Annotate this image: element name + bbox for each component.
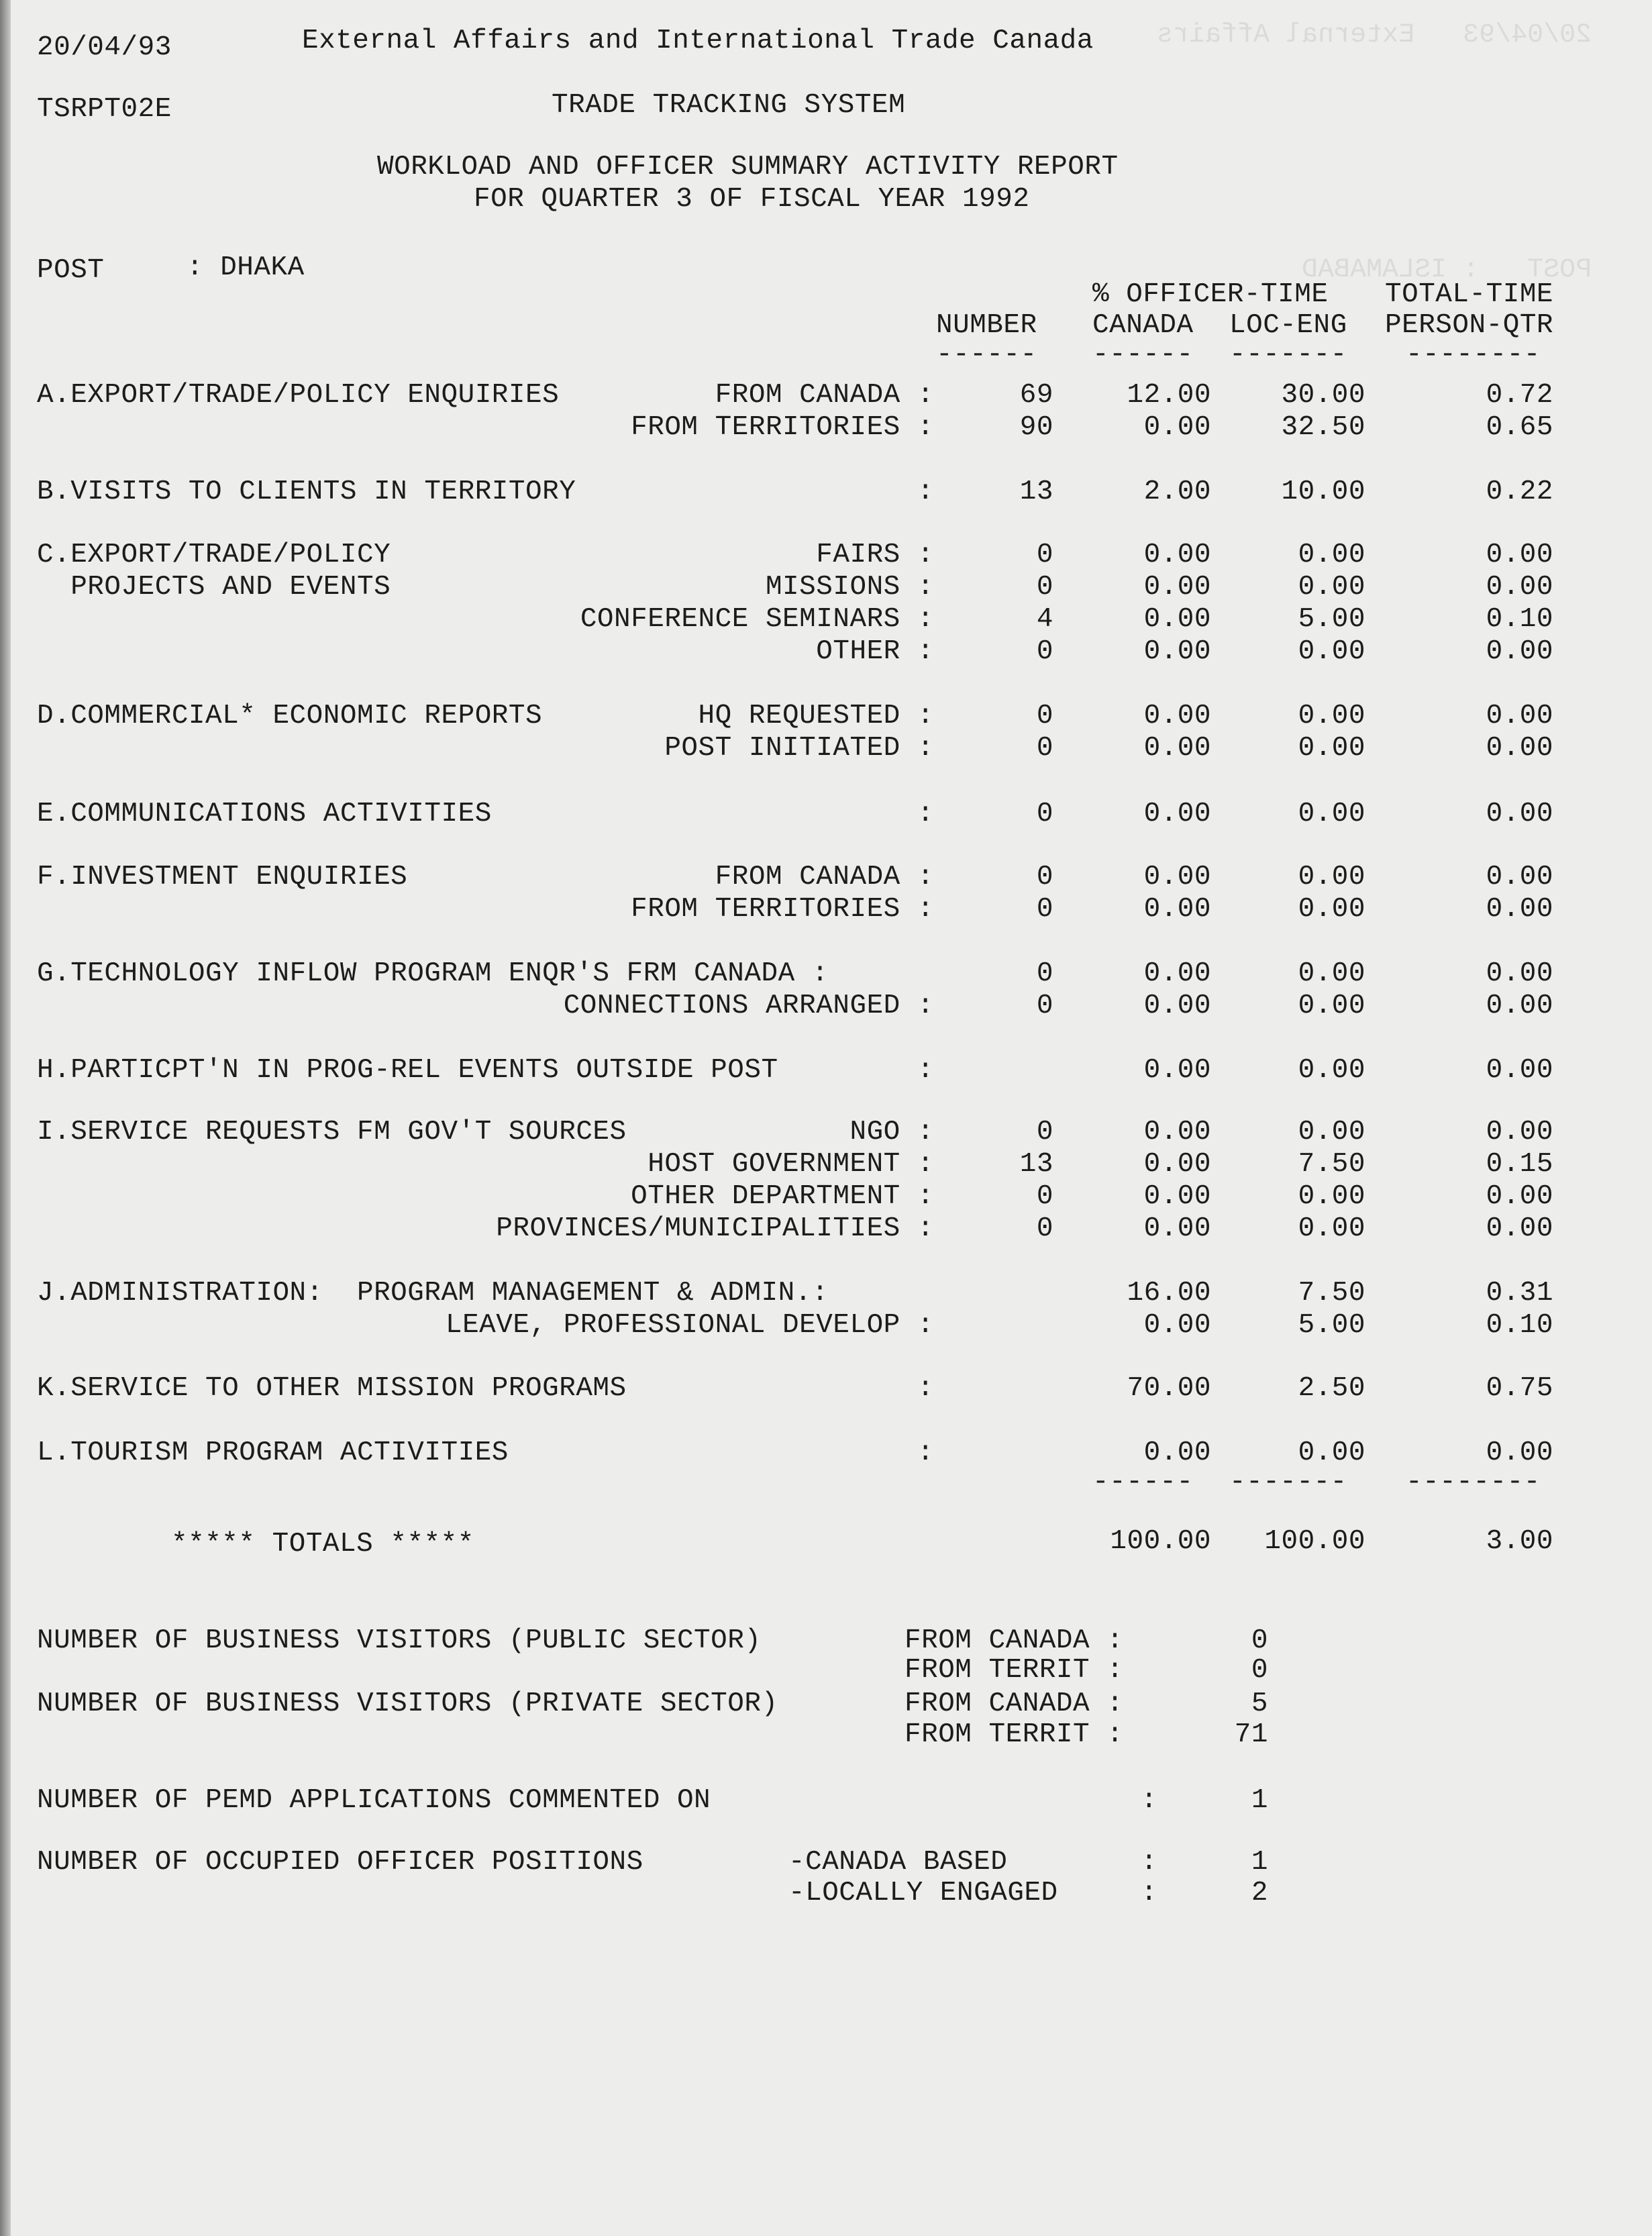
row-number: 13 xyxy=(1019,476,1053,507)
number-header: NUMBER xyxy=(936,310,1037,341)
row-sublabel: : xyxy=(917,1373,934,1404)
row-canada: 0.00 xyxy=(1143,1149,1211,1180)
locally-engaged-label: -LOCALLY ENGAGED xyxy=(788,1878,1058,1909)
positions-label: NUMBER OF OCCUPIED OFFICER POSITIONS xyxy=(37,1847,643,1878)
row-sublabel: FROM TERRITORIES : xyxy=(631,894,934,925)
row-number: 69 xyxy=(1019,380,1053,411)
row-sublabel: : xyxy=(917,476,934,507)
totals-canada: 100.00 xyxy=(1110,1526,1211,1557)
row-loceng: 7.50 xyxy=(1298,1278,1365,1309)
row-sublabel: OTHER DEPARTMENT : xyxy=(631,1181,934,1212)
row-number: 0 xyxy=(1036,540,1053,570)
private-from-canada-label: FROM CANADA : xyxy=(905,1688,1124,1719)
row-label: E.COMMUNICATIONS ACTIVITIES xyxy=(37,799,492,829)
row-loceng: 10.00 xyxy=(1281,476,1365,507)
row-label: PROJECTS AND EVENTS xyxy=(37,572,391,603)
row-total: 0.10 xyxy=(1486,1310,1553,1341)
row-loceng: 0.00 xyxy=(1298,701,1365,731)
row-sublabel: HOST GOVERNMENT : xyxy=(648,1149,934,1180)
row-canada: 0.00 xyxy=(1143,990,1211,1021)
row-canada: 0.00 xyxy=(1143,862,1211,893)
row-sublabel: LEAVE, PROFESSIONAL DEVELOP : xyxy=(445,1310,934,1341)
totals-total: 3.00 xyxy=(1486,1526,1553,1557)
row-number: 0 xyxy=(1036,701,1053,731)
row-canada: 0.00 xyxy=(1143,1437,1211,1468)
row-loceng: 30.00 xyxy=(1281,380,1365,411)
row-loceng: 2.50 xyxy=(1298,1373,1365,1404)
row-total: 0.00 xyxy=(1486,1181,1553,1212)
row-loceng: 0.00 xyxy=(1298,1437,1365,1468)
row-total: 0.00 xyxy=(1486,894,1553,925)
row-total: 0.31 xyxy=(1486,1278,1553,1309)
row-total: 0.00 xyxy=(1486,733,1553,764)
row-number: 0 xyxy=(1036,894,1053,925)
row-label: J.ADMINISTRATION: PROGRAM MANAGEMENT & ADMIN.: xyxy=(37,1278,829,1309)
row-total: 0.00 xyxy=(1486,1055,1553,1086)
public-visitors-label: NUMBER OF BUSINESS VISITORS (PUBLIC SECTOR) xyxy=(37,1625,762,1656)
row-total: 0.00 xyxy=(1486,540,1553,570)
row-loceng: 7.50 xyxy=(1298,1149,1365,1180)
row-total: 0.00 xyxy=(1486,701,1553,731)
row-loceng: 0.00 xyxy=(1298,733,1365,764)
row-label: B.VISITS TO CLIENTS IN TERRITORY xyxy=(37,476,576,507)
totals-loceng: 100.00 xyxy=(1264,1526,1365,1557)
public-from-canada-label: FROM CANADA : xyxy=(905,1625,1124,1656)
row-canada: 0.00 xyxy=(1143,894,1211,925)
row-loceng: 0.00 xyxy=(1298,1055,1365,1086)
row-number: 0 xyxy=(1036,636,1053,667)
person-qtr-header: PERSON-QTR xyxy=(1385,310,1554,341)
row-sublabel: POST INITIATED : xyxy=(664,733,934,764)
row-number: 4 xyxy=(1036,604,1053,635)
row-canada: 0.00 xyxy=(1143,1055,1211,1086)
row-total: 0.00 xyxy=(1486,636,1553,667)
private-from-territ-value: 71 xyxy=(1234,1719,1268,1750)
public-from-territ-label: FROM TERRIT : xyxy=(905,1655,1124,1686)
row-sublabel: MISSIONS : xyxy=(765,572,934,603)
row-label: L.TOURISM PROGRAM ACTIVITIES xyxy=(37,1437,509,1468)
pemd-value: 1 xyxy=(1251,1785,1268,1816)
row-canada: 0.00 xyxy=(1143,572,1211,603)
report-title-line2: FOR QUARTER 3 OF FISCAL YEAR 1992 xyxy=(474,184,1030,215)
row-loceng: 0.00 xyxy=(1298,894,1365,925)
row-label: C.EXPORT/TRADE/POLICY xyxy=(37,540,391,570)
row-number: 0 xyxy=(1036,1117,1053,1148)
row-loceng: 0.00 xyxy=(1298,540,1365,570)
row-total: 0.00 xyxy=(1486,799,1553,829)
row-canada: 16.00 xyxy=(1127,1278,1211,1309)
row-label: D.COMMERCIAL* ECONOMIC REPORTS xyxy=(37,701,543,731)
row-sublabel: FROM TERRITORIES : xyxy=(631,412,934,443)
total-rule: -------- xyxy=(1406,340,1541,370)
report-code: TSRPT02E xyxy=(37,94,172,125)
row-total: 0.00 xyxy=(1486,862,1553,893)
totals-label: ***** TOTALS ***** xyxy=(171,1529,474,1560)
row-label: I.SERVICE REQUESTS FM GOV'T SOURCES xyxy=(37,1117,627,1148)
page-edge-shadow xyxy=(0,0,11,2236)
row-total: 0.15 xyxy=(1486,1149,1553,1180)
department-name: External Affairs and International Trade Canada xyxy=(302,26,1094,56)
pemd-label: NUMBER OF PEMD APPLICATIONS COMMENTED ON xyxy=(37,1785,711,1816)
post-label: POST xyxy=(37,255,105,286)
row-number: 0 xyxy=(1036,990,1053,1021)
public-from-territ-value: 0 xyxy=(1251,1655,1268,1686)
row-sublabel: NGO : xyxy=(849,1117,934,1148)
canada-based-label: -CANADA BASED xyxy=(788,1847,1008,1878)
row-canada: 0.00 xyxy=(1143,1181,1211,1212)
row-loceng: 0.00 xyxy=(1298,958,1365,989)
row-canada: 0.00 xyxy=(1143,958,1211,989)
row-sublabel: : xyxy=(917,799,934,829)
pemd-colon: : xyxy=(1141,1785,1158,1816)
row-loceng: 0.00 xyxy=(1298,1213,1365,1244)
row-sublabel: CONNECTIONS ARRANGED : xyxy=(563,990,934,1021)
row-total: 0.75 xyxy=(1486,1373,1553,1404)
row-loceng: 5.00 xyxy=(1298,1310,1365,1341)
locally-engaged-value: 2 xyxy=(1251,1878,1268,1909)
row-label: K.SERVICE TO OTHER MISSION PROGRAMS xyxy=(37,1373,627,1404)
row-total: 0.22 xyxy=(1486,476,1553,507)
row-label: H.PARTICPT'N IN PROG-REL EVENTS OUTSIDE POST xyxy=(37,1055,778,1086)
canada-header: CANADA xyxy=(1092,310,1194,341)
totals-rule-canada: ------ xyxy=(1092,1467,1194,1498)
row-number: 0 xyxy=(1036,733,1053,764)
loceng-rule: ------- xyxy=(1229,340,1347,370)
row-label: A.EXPORT/TRADE/POLICY ENQUIRIES xyxy=(37,380,560,411)
row-number: 0 xyxy=(1036,1213,1053,1244)
canada-rule: ------ xyxy=(1092,340,1194,370)
row-canada: 0.00 xyxy=(1143,799,1211,829)
row-sublabel: FROM CANADA : xyxy=(715,862,934,893)
row-loceng: 0.00 xyxy=(1298,862,1365,893)
private-from-territ-label: FROM TERRIT : xyxy=(905,1719,1124,1750)
row-loceng: 32.50 xyxy=(1281,412,1365,443)
row-number: 0 xyxy=(1036,572,1053,603)
row-canada: 0.00 xyxy=(1143,604,1211,635)
canada-based-colon: : xyxy=(1141,1847,1158,1878)
totals-rule-total: -------- xyxy=(1406,1467,1541,1498)
private-visitors-label: NUMBER OF BUSINESS VISITORS (PRIVATE SECTOR) xyxy=(37,1688,778,1719)
row-number: 13 xyxy=(1019,1149,1053,1180)
row-total: 0.10 xyxy=(1486,604,1553,635)
row-canada: 0.00 xyxy=(1143,733,1211,764)
row-canada: 0.00 xyxy=(1143,1213,1211,1244)
row-sublabel: HQ REQUESTED : xyxy=(698,701,934,731)
report-date: 20/04/93 xyxy=(37,32,172,63)
row-canada: 2.00 xyxy=(1143,476,1211,507)
row-total: 0.00 xyxy=(1486,1117,1553,1148)
row-canada: 12.00 xyxy=(1127,380,1211,411)
row-canada: 0.00 xyxy=(1143,636,1211,667)
row-loceng: 0.00 xyxy=(1298,1181,1365,1212)
row-loceng: 0.00 xyxy=(1298,1117,1365,1148)
row-canada: 70.00 xyxy=(1127,1373,1211,1404)
locally-engaged-colon: : xyxy=(1141,1878,1158,1909)
row-total: 0.00 xyxy=(1486,1213,1553,1244)
public-from-canada-value: 0 xyxy=(1251,1625,1268,1656)
row-loceng: 0.00 xyxy=(1298,572,1365,603)
row-label: G.TECHNOLOGY INFLOW PROGRAM ENQR'S FRM CANADA : xyxy=(37,958,829,989)
row-total: 0.00 xyxy=(1486,958,1553,989)
row-sublabel: FROM CANADA : xyxy=(715,380,934,411)
number-rule: ------ xyxy=(936,340,1037,370)
report-title-line1: WORKLOAD AND OFFICER SUMMARY ACTIVITY REPORT xyxy=(377,152,1119,183)
bleed-through-texture: 20/04/93 External Affairs xyxy=(1156,20,1592,50)
row-canada: 0.00 xyxy=(1143,1310,1211,1341)
row-number: 0 xyxy=(1036,862,1053,893)
row-total: 0.00 xyxy=(1486,572,1553,603)
row-sublabel: FAIRS : xyxy=(816,540,934,570)
row-total: 0.00 xyxy=(1486,990,1553,1021)
row-loceng: 0.00 xyxy=(1298,799,1365,829)
row-canada: 0.00 xyxy=(1143,701,1211,731)
total-time-header: TOTAL-TIME xyxy=(1385,279,1554,310)
row-sublabel: : xyxy=(917,1055,934,1086)
row-canada: 0.00 xyxy=(1143,412,1211,443)
row-canada: 0.00 xyxy=(1143,540,1211,570)
row-total: 0.72 xyxy=(1486,380,1553,411)
row-loceng: 0.00 xyxy=(1298,636,1365,667)
row-loceng: 5.00 xyxy=(1298,604,1365,635)
post-value: : DHAKA xyxy=(187,252,305,283)
row-number: 0 xyxy=(1036,799,1053,829)
canada-based-value: 1 xyxy=(1251,1847,1268,1878)
row-sublabel: CONFERENCE SEMINARS : xyxy=(580,604,934,635)
row-total: 0.00 xyxy=(1486,1437,1553,1468)
system-name: TRADE TRACKING SYSTEM xyxy=(552,90,906,121)
pct-officer-time-header: % OFFICER-TIME xyxy=(1092,279,1329,310)
private-from-canada-value: 5 xyxy=(1251,1688,1268,1719)
row-sublabel: : xyxy=(917,1437,934,1468)
row-label: F.INVESTMENT ENQUIRIES xyxy=(37,862,408,893)
loceng-header: LOC-ENG xyxy=(1229,310,1347,341)
row-sublabel: PROVINCES/MUNICIPALITIES : xyxy=(496,1213,934,1244)
row-number: 0 xyxy=(1036,958,1053,989)
row-total: 0.65 xyxy=(1486,412,1553,443)
row-number: 90 xyxy=(1019,412,1053,443)
row-number: 0 xyxy=(1036,1181,1053,1212)
row-loceng: 0.00 xyxy=(1298,990,1365,1021)
row-canada: 0.00 xyxy=(1143,1117,1211,1148)
bleed-through-texture: POST : ISLAMABAD xyxy=(1301,255,1592,285)
totals-rule-loceng: ------- xyxy=(1229,1467,1347,1498)
row-sublabel: OTHER : xyxy=(816,636,934,667)
